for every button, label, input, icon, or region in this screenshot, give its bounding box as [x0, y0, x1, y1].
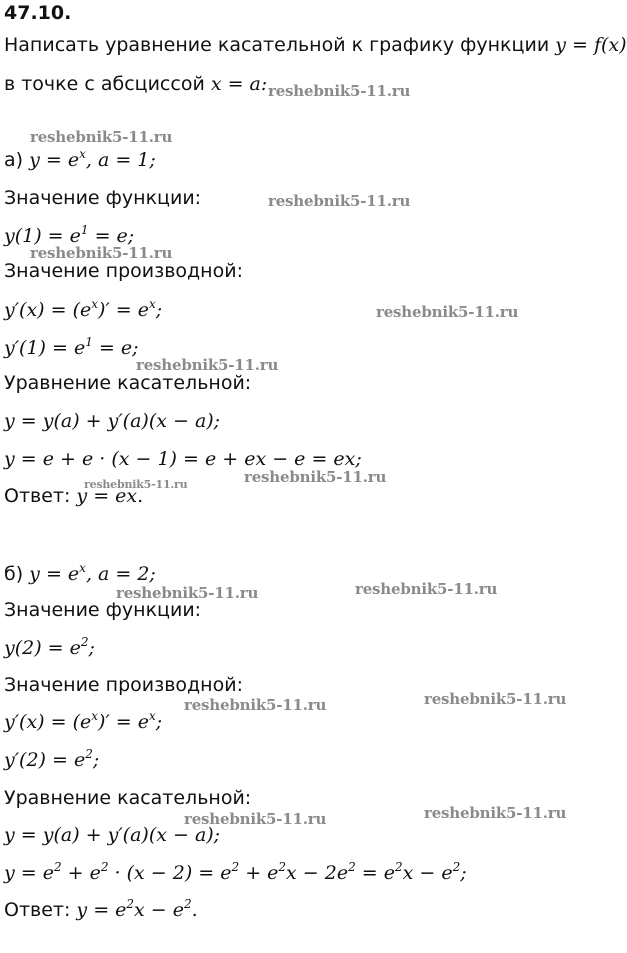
- watermark: reshebnik5-11.ru: [30, 128, 173, 146]
- formula: = e: [355, 862, 395, 884]
- exponent: x: [79, 561, 86, 575]
- formula: = e;: [92, 337, 139, 359]
- formula: ;: [92, 749, 100, 771]
- part-label: б): [4, 563, 30, 585]
- formula: y′(x) = (e: [4, 711, 92, 733]
- problem-number: 47.10.: [4, 2, 72, 24]
- task-statement-line1: [4, 33, 627, 57]
- formula: y = e: [29, 563, 80, 585]
- watermark: reshebnik5-11.ru: [268, 192, 411, 210]
- watermark: reshebnik5-11.ru: [30, 244, 173, 262]
- part-b-deriv-value: [4, 748, 99, 772]
- part-label: а): [4, 149, 30, 171]
- watermark: reshebnik5-11.ru: [424, 804, 567, 822]
- exponent: 2: [394, 860, 403, 874]
- formula: y = e: [4, 862, 54, 884]
- exponent: x: [79, 147, 86, 161]
- part-b-tangent-heading: Уравнение касательной:: [4, 787, 252, 809]
- part-b-func-heading: Значение функции:: [4, 599, 202, 621]
- watermark: reshebnik5-11.ru: [355, 580, 498, 598]
- answer-formula: y = ex.: [76, 485, 144, 507]
- part-b-deriv-heading: Значение производной:: [4, 674, 243, 696]
- watermark: reshebnik5-11.ru: [268, 82, 411, 100]
- part-b-tangent-general: y = y(a) + y′(a)(x − a);: [4, 824, 221, 846]
- formula: · (x − 2) = e: [108, 862, 232, 884]
- part-a-deriv-value: [4, 336, 139, 360]
- exponent: 1: [80, 223, 89, 237]
- task-text: Написать уравнение касательной к графику функции: [4, 34, 556, 56]
- part-b-answer: [4, 898, 198, 922]
- task-formula: y = f(x): [555, 34, 627, 56]
- watermark: reshebnik5-11.ru: [376, 303, 519, 321]
- part-b-deriv-formula: [4, 710, 162, 734]
- exponent: x: [91, 709, 99, 723]
- answer-formula: y = e: [76, 899, 127, 921]
- formula: y′(x) = (e: [4, 299, 92, 321]
- exponent: 1: [85, 335, 93, 349]
- part-b-tangent-calc: [4, 861, 467, 885]
- exponent: 2: [80, 635, 89, 649]
- task-statement-line2: [4, 72, 267, 96]
- part-a-tangent-general: y = y(a) + y′(a)(x − a);: [4, 410, 221, 432]
- part-b-condition: [4, 562, 156, 586]
- formula: , a = 1;: [85, 149, 156, 171]
- formula: x − 2e: [286, 862, 349, 884]
- exponent: 2: [126, 897, 135, 911]
- formula: ;: [155, 711, 163, 733]
- exponent: 2: [184, 897, 192, 911]
- formula: y(2) = e: [4, 637, 81, 659]
- formula: ;: [155, 299, 163, 321]
- formula: + e: [61, 862, 101, 884]
- watermark: reshebnik5-11.ru: [84, 478, 188, 491]
- formula: ;: [460, 862, 467, 884]
- answer-label: Ответ:: [4, 899, 77, 921]
- exponent: 2: [278, 860, 287, 874]
- formula: = e;: [88, 225, 135, 247]
- exponent: 2: [100, 860, 109, 874]
- formula: + e: [239, 862, 279, 884]
- exponent: x: [149, 297, 156, 311]
- watermark: reshebnik5-11.ru: [136, 356, 279, 374]
- exponent: 2: [85, 747, 93, 761]
- task-formula: x = a:: [210, 73, 268, 95]
- answer-formula: .: [191, 899, 198, 921]
- part-a-tangent-calc: y = e + e · (x − 1) = e + ex − e = ex;: [4, 448, 362, 470]
- formula: y = e: [29, 149, 80, 171]
- exponent: x: [91, 297, 99, 311]
- formula: , a = 2;: [85, 563, 156, 585]
- formula: y′(2) = e: [4, 749, 86, 771]
- part-b-func-value: [4, 636, 95, 660]
- formula: ;: [88, 637, 95, 659]
- part-a-tangent-heading: Уравнение касательной:: [4, 372, 252, 394]
- watermark: reshebnik5-11.ru: [116, 584, 259, 602]
- watermark: reshebnik5-11.ru: [184, 810, 327, 828]
- part-a-deriv-formula: [4, 298, 162, 322]
- exponent: 2: [53, 860, 62, 874]
- formula: y′(1) = e: [4, 337, 86, 359]
- task-text: в точке с абсциссой: [4, 73, 211, 95]
- formula: )′ = e: [98, 299, 150, 321]
- watermark: reshebnik5-11.ru: [184, 696, 327, 714]
- answer-label: Ответ:: [4, 485, 77, 507]
- part-a-condition: [4, 148, 156, 172]
- watermark: reshebnik5-11.ru: [424, 690, 567, 708]
- exponent: 2: [452, 860, 461, 874]
- answer-formula: x − e: [134, 899, 185, 921]
- formula: x − e: [402, 862, 453, 884]
- exponent: x: [149, 709, 156, 723]
- part-a-func-heading: Значение функции:: [4, 187, 202, 209]
- exponent: 2: [231, 860, 240, 874]
- formula: y(1) = e: [4, 225, 81, 247]
- part-a-deriv-heading: Значение производной:: [4, 260, 243, 282]
- watermark: reshebnik5-11.ru: [244, 468, 387, 486]
- formula: )′ = e: [98, 711, 150, 733]
- exponent: 2: [348, 860, 356, 874]
